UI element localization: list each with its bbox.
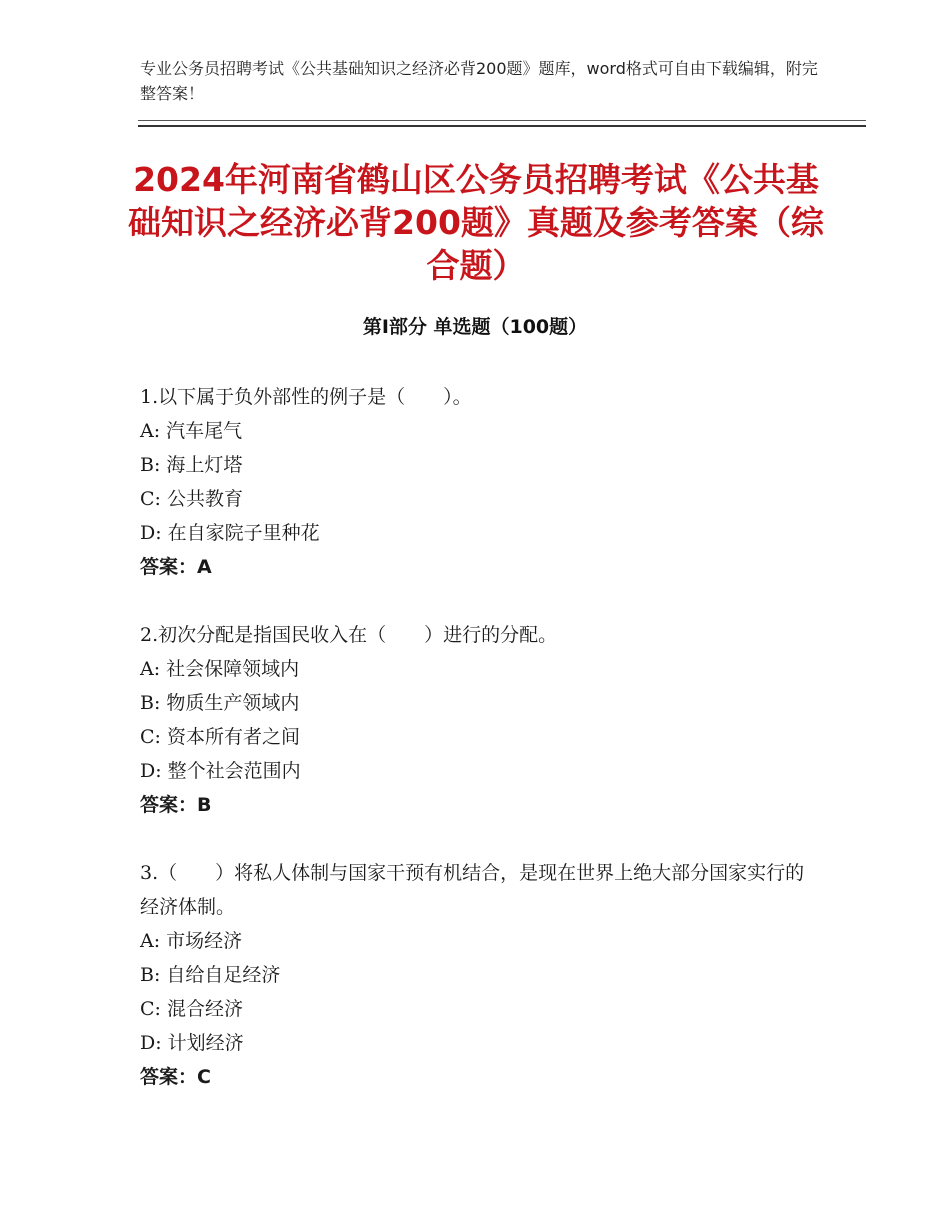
option-c: C: 资本所有者之间 [140,726,300,748]
question-1 [140,380,820,584]
question-2 [140,618,820,822]
question-list [140,380,820,1128]
option-d: D: 整个社会范围内 [140,760,301,782]
option-c: C: 公共教育 [140,488,243,510]
option-a: A: 市场经济 [140,930,243,952]
option-b: B: 海上灯塔 [140,454,243,476]
question-stem: 2.初次分配是指国民收入在（ ）进行的分配。 [140,624,558,646]
option-d: D: 在自家院子里种花 [140,522,320,544]
question-3 [140,856,820,1094]
document-title: 2024年河南省鹤山区公务员招聘考试《公共基础知识之经济必背200题》真题及参考答案（综合题） [128,160,824,285]
question-stem: 3.（ ）将私人体制与国家干预有机结合，是现在世界上绝大部分国家实行的经济体制。 [140,862,805,918]
option-a: A: 汽车尾气 [140,420,243,442]
answer-line: 答案：B [140,794,212,816]
answer-line: 答案：C [140,1066,211,1088]
option-c: C: 混合经济 [140,998,243,1020]
option-b: B: 自给自足经济 [140,964,281,986]
section-heading: 第Ⅰ部分 单选题（100题） [362,316,588,338]
option-b: B: 物质生产领域内 [140,692,300,714]
question-stem: 1.以下属于负外部性的例子是（ ）。 [140,386,472,408]
option-a: A: 社会保障领域内 [140,658,300,680]
page-header-note: 专业公务员招聘考试《公共基础知识之经济必背200题》题库，word格式可自由下载编辑，附完整答案！ [140,59,818,103]
option-d: D: 计划经济 [140,1032,244,1054]
answer-line: 答案：A [140,556,212,578]
header-divider [138,120,866,127]
